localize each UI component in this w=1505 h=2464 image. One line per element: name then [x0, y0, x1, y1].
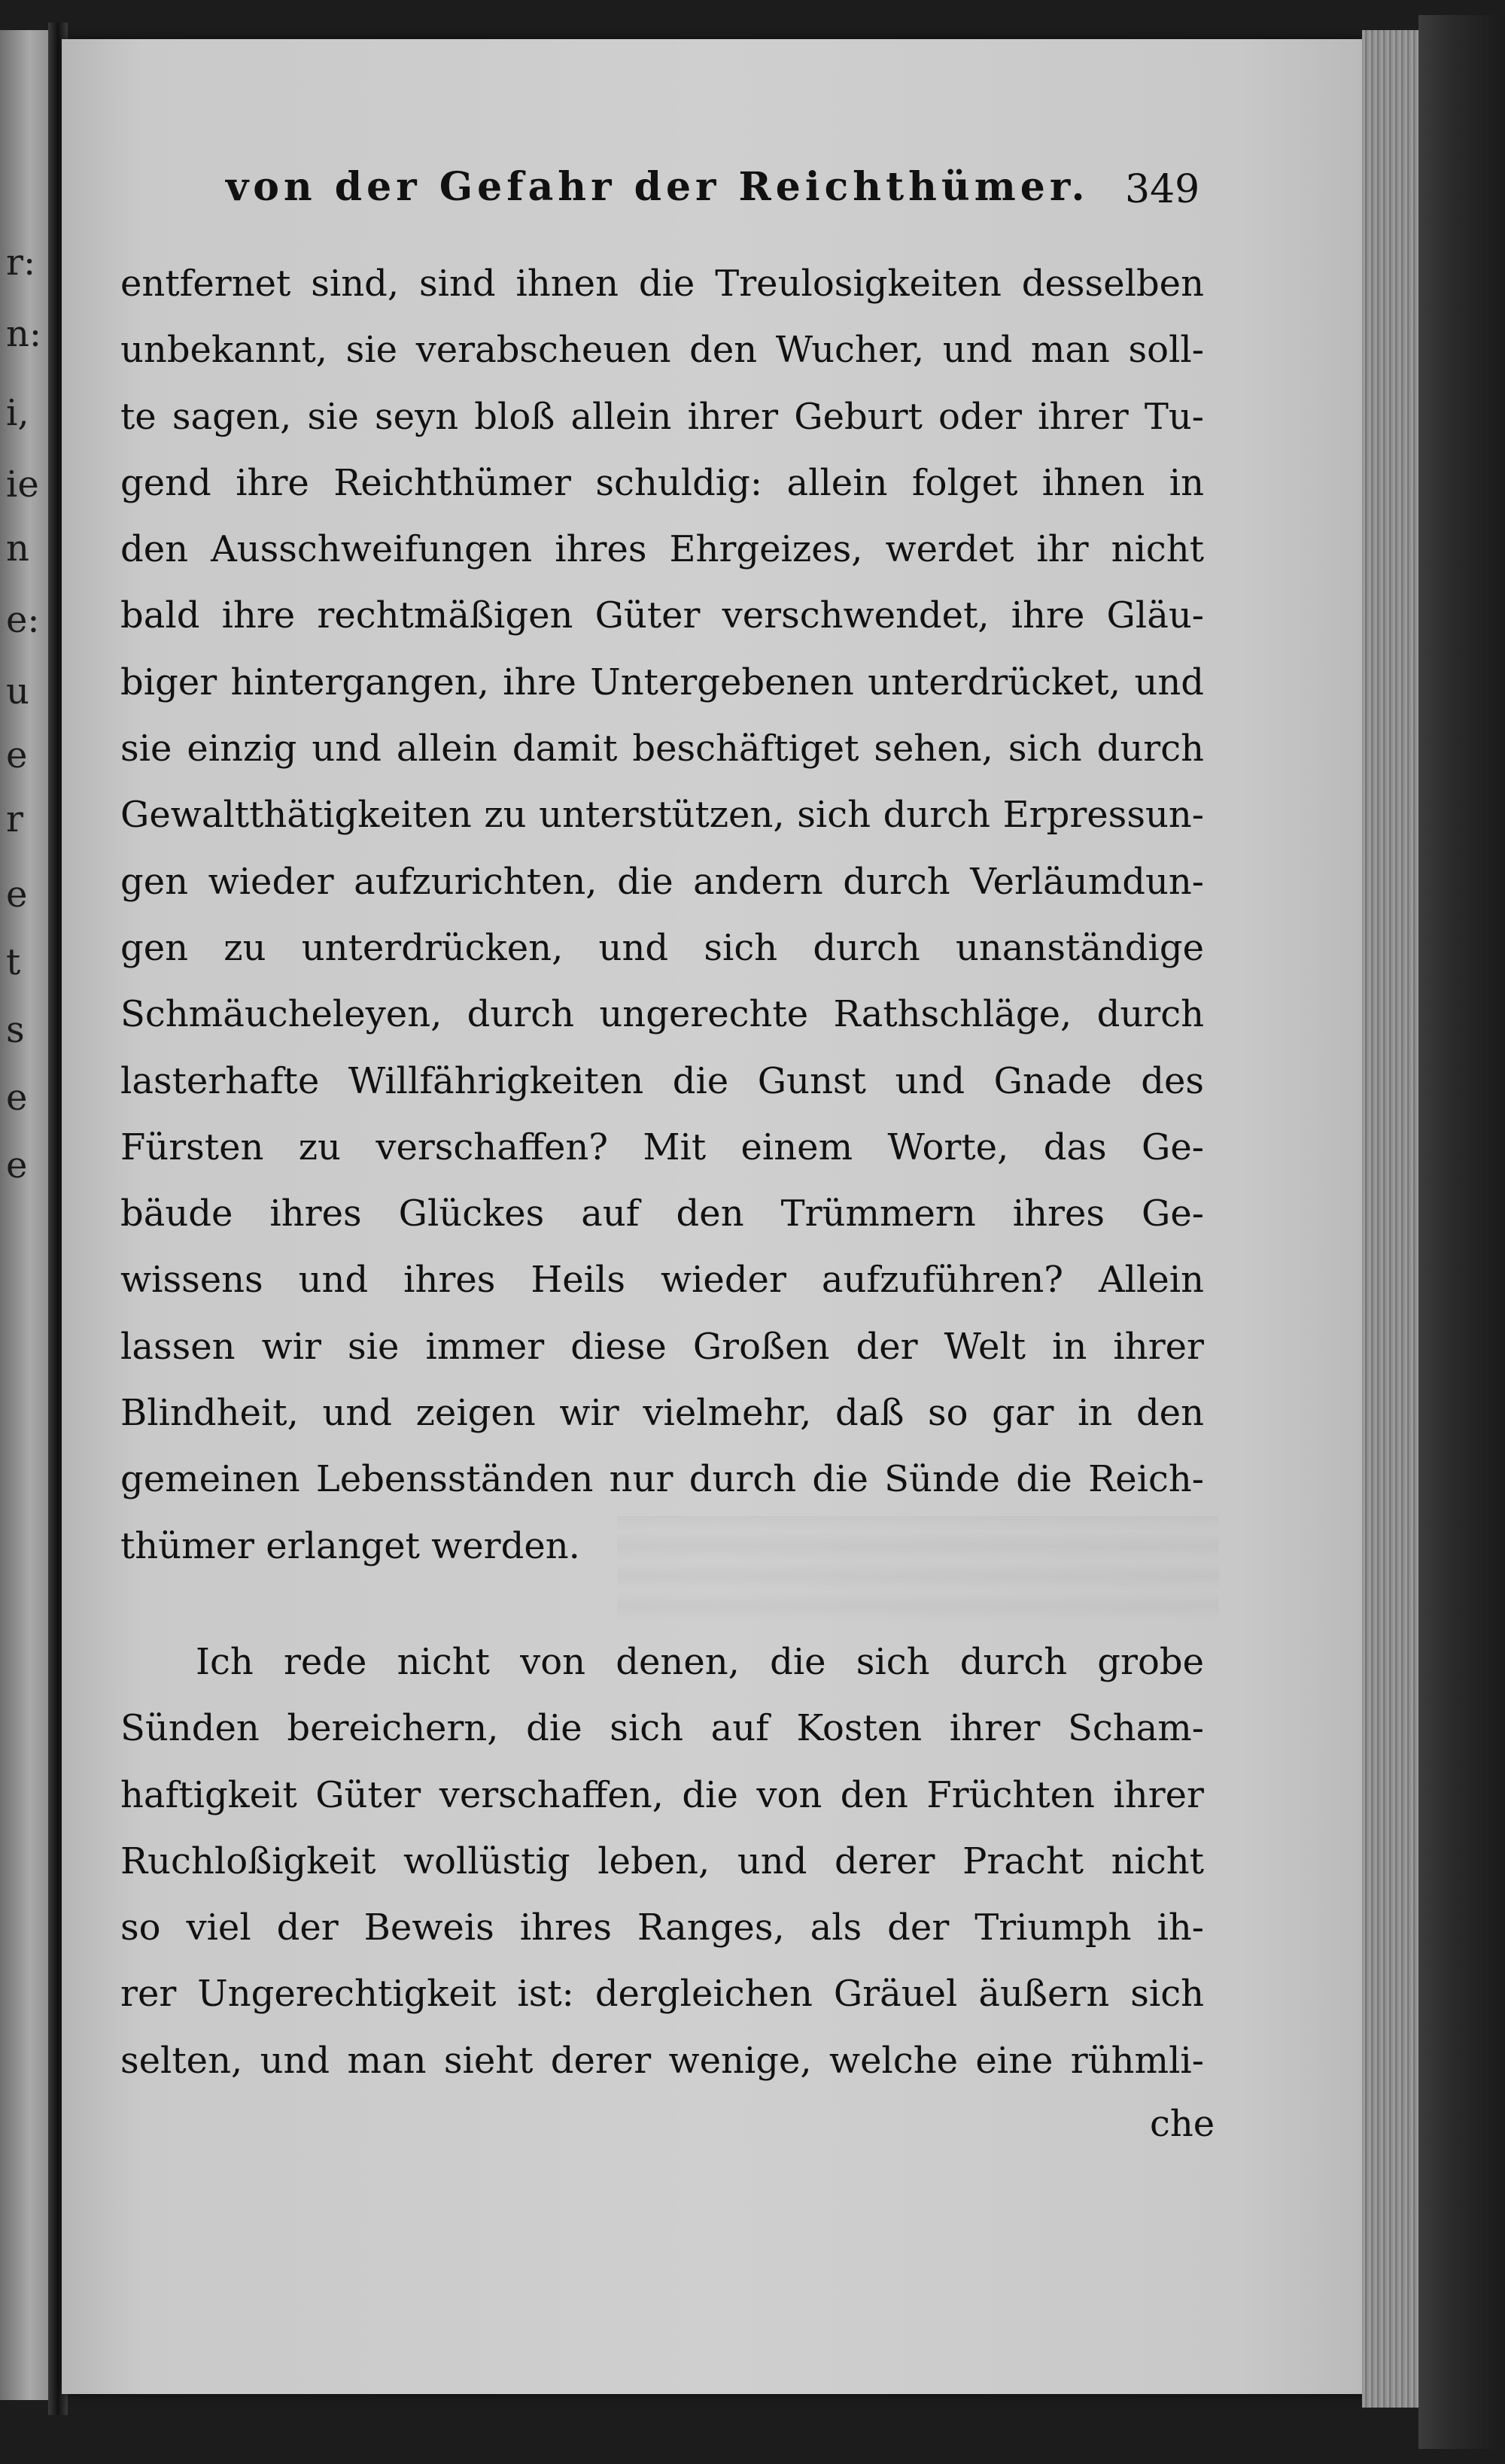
facing-page-fragment: i,: [6, 392, 29, 434]
facing-page-fragment: ie: [6, 463, 39, 506]
text-line: gen wieder aufzurichten, die andern durch Verläumdun-: [120, 860, 1204, 903]
catchword: che: [1150, 2103, 1215, 2145]
facing-page-fragment: e: [6, 1077, 28, 1119]
text-line: gemeinen Lebensständen nur durch die Sünde die Reich-: [120, 1458, 1204, 1501]
running-title: von der Gefahr der Reichthümer.: [226, 164, 1090, 210]
text-line: gen zu unterdrücken, und sich durch unanständige: [120, 926, 1204, 969]
page-number: 349: [1125, 167, 1200, 212]
text-line: Gewaltthätigkeiten zu unterstützen, sich durch Erpressun-: [120, 794, 1204, 837]
facing-page-fragment: t: [6, 941, 21, 983]
facing-page-fragment: r:: [6, 242, 36, 284]
text-line: den Ausschweifungen ihres Ehrgeizes, werdet ihr nicht: [120, 528, 1204, 571]
text-line: lasterhafte Willfährigkeiten die Gunst und Gnade des: [120, 1059, 1204, 1102]
text-line: rer Ungerechtigkeit ist: dergleichen Gräuel äußern sich: [120, 1973, 1204, 2016]
text-line: Ich rede nicht von denen, die sich durch grobe: [196, 1641, 1204, 1683]
text-line: Schmäucheleyen, durch ungerechte Rathschläge, durch: [120, 993, 1204, 1036]
cover-edge: [1418, 15, 1505, 2449]
text-line: gend ihre Reichthümer schuldig: allein folget ihnen in: [120, 461, 1204, 504]
paragraph-1: [120, 251, 1204, 1579]
page-edges: [1362, 30, 1422, 2408]
text-line: haftigkeit Güter verschaffen, die von den Früchten ihrer: [120, 1773, 1204, 1816]
text-line: bald ihre rechtmäßigen Güter verschwendet, ihre Gläu-: [120, 594, 1204, 637]
text-line: unbekannt, sie verabscheuen den Wucher, und man soll-: [120, 329, 1204, 372]
facing-page-fragment: n:: [6, 313, 42, 355]
paragraph-2: [120, 1629, 1204, 2094]
text-line: so viel der Beweis ihres Ranges, als der Triumph ih-: [120, 1906, 1204, 1949]
facing-page-fragment: e: [6, 873, 28, 916]
text-line: Ruchloßigkeit wollüstig leben, und derer Pracht nicht: [120, 1840, 1204, 1882]
facing-page-edge: [0, 30, 54, 2400]
facing-page-fragment: s: [6, 1009, 25, 1051]
text-line: thümer erlanget werden.: [120, 1524, 580, 1567]
text-line: entfernet sind, sind ihnen die Treulosigkeiten desselben: [120, 263, 1204, 305]
text-line: selten, und man sieht derer wenige, welche eine rühmli-: [120, 2039, 1204, 2082]
facing-page-fragment: e: [6, 1144, 28, 1186]
text-line: lassen wir sie immer diese Großen der Welt in ihrer: [120, 1325, 1204, 1368]
facing-page-fragment: r: [6, 798, 23, 840]
facing-page-fragment: n: [6, 527, 29, 570]
text-line: sie einzig und allein damit beschäftiget sehen, sich durch: [120, 728, 1204, 770]
text-line: biger hintergangen, ihre Untergebenen unterdrücket, und: [120, 661, 1204, 703]
text-line: wissens und ihres Heils wieder aufzuführen? Allein: [120, 1259, 1204, 1302]
text-line: Sünden bereichern, die sich auf Kosten ihrer Scham-: [120, 1707, 1204, 1750]
text-line: bäude ihres Glückes auf den Trümmern ihres Ge-: [120, 1193, 1204, 1235]
facing-page-fragment: e:: [6, 599, 40, 641]
text-line: Fürsten zu verschaffen? Mit einem Worte, das Ge-: [120, 1126, 1204, 1168]
text-line: Blindheit, und zeigen wir vielmehr, daß so gar in den: [120, 1392, 1204, 1435]
facing-page-fragment: e: [6, 734, 28, 776]
facing-page-fragment: u: [6, 670, 29, 712]
text-line: te sagen, sie seyn bloß allein ihrer Geburt oder ihrer Tu-: [120, 395, 1204, 438]
